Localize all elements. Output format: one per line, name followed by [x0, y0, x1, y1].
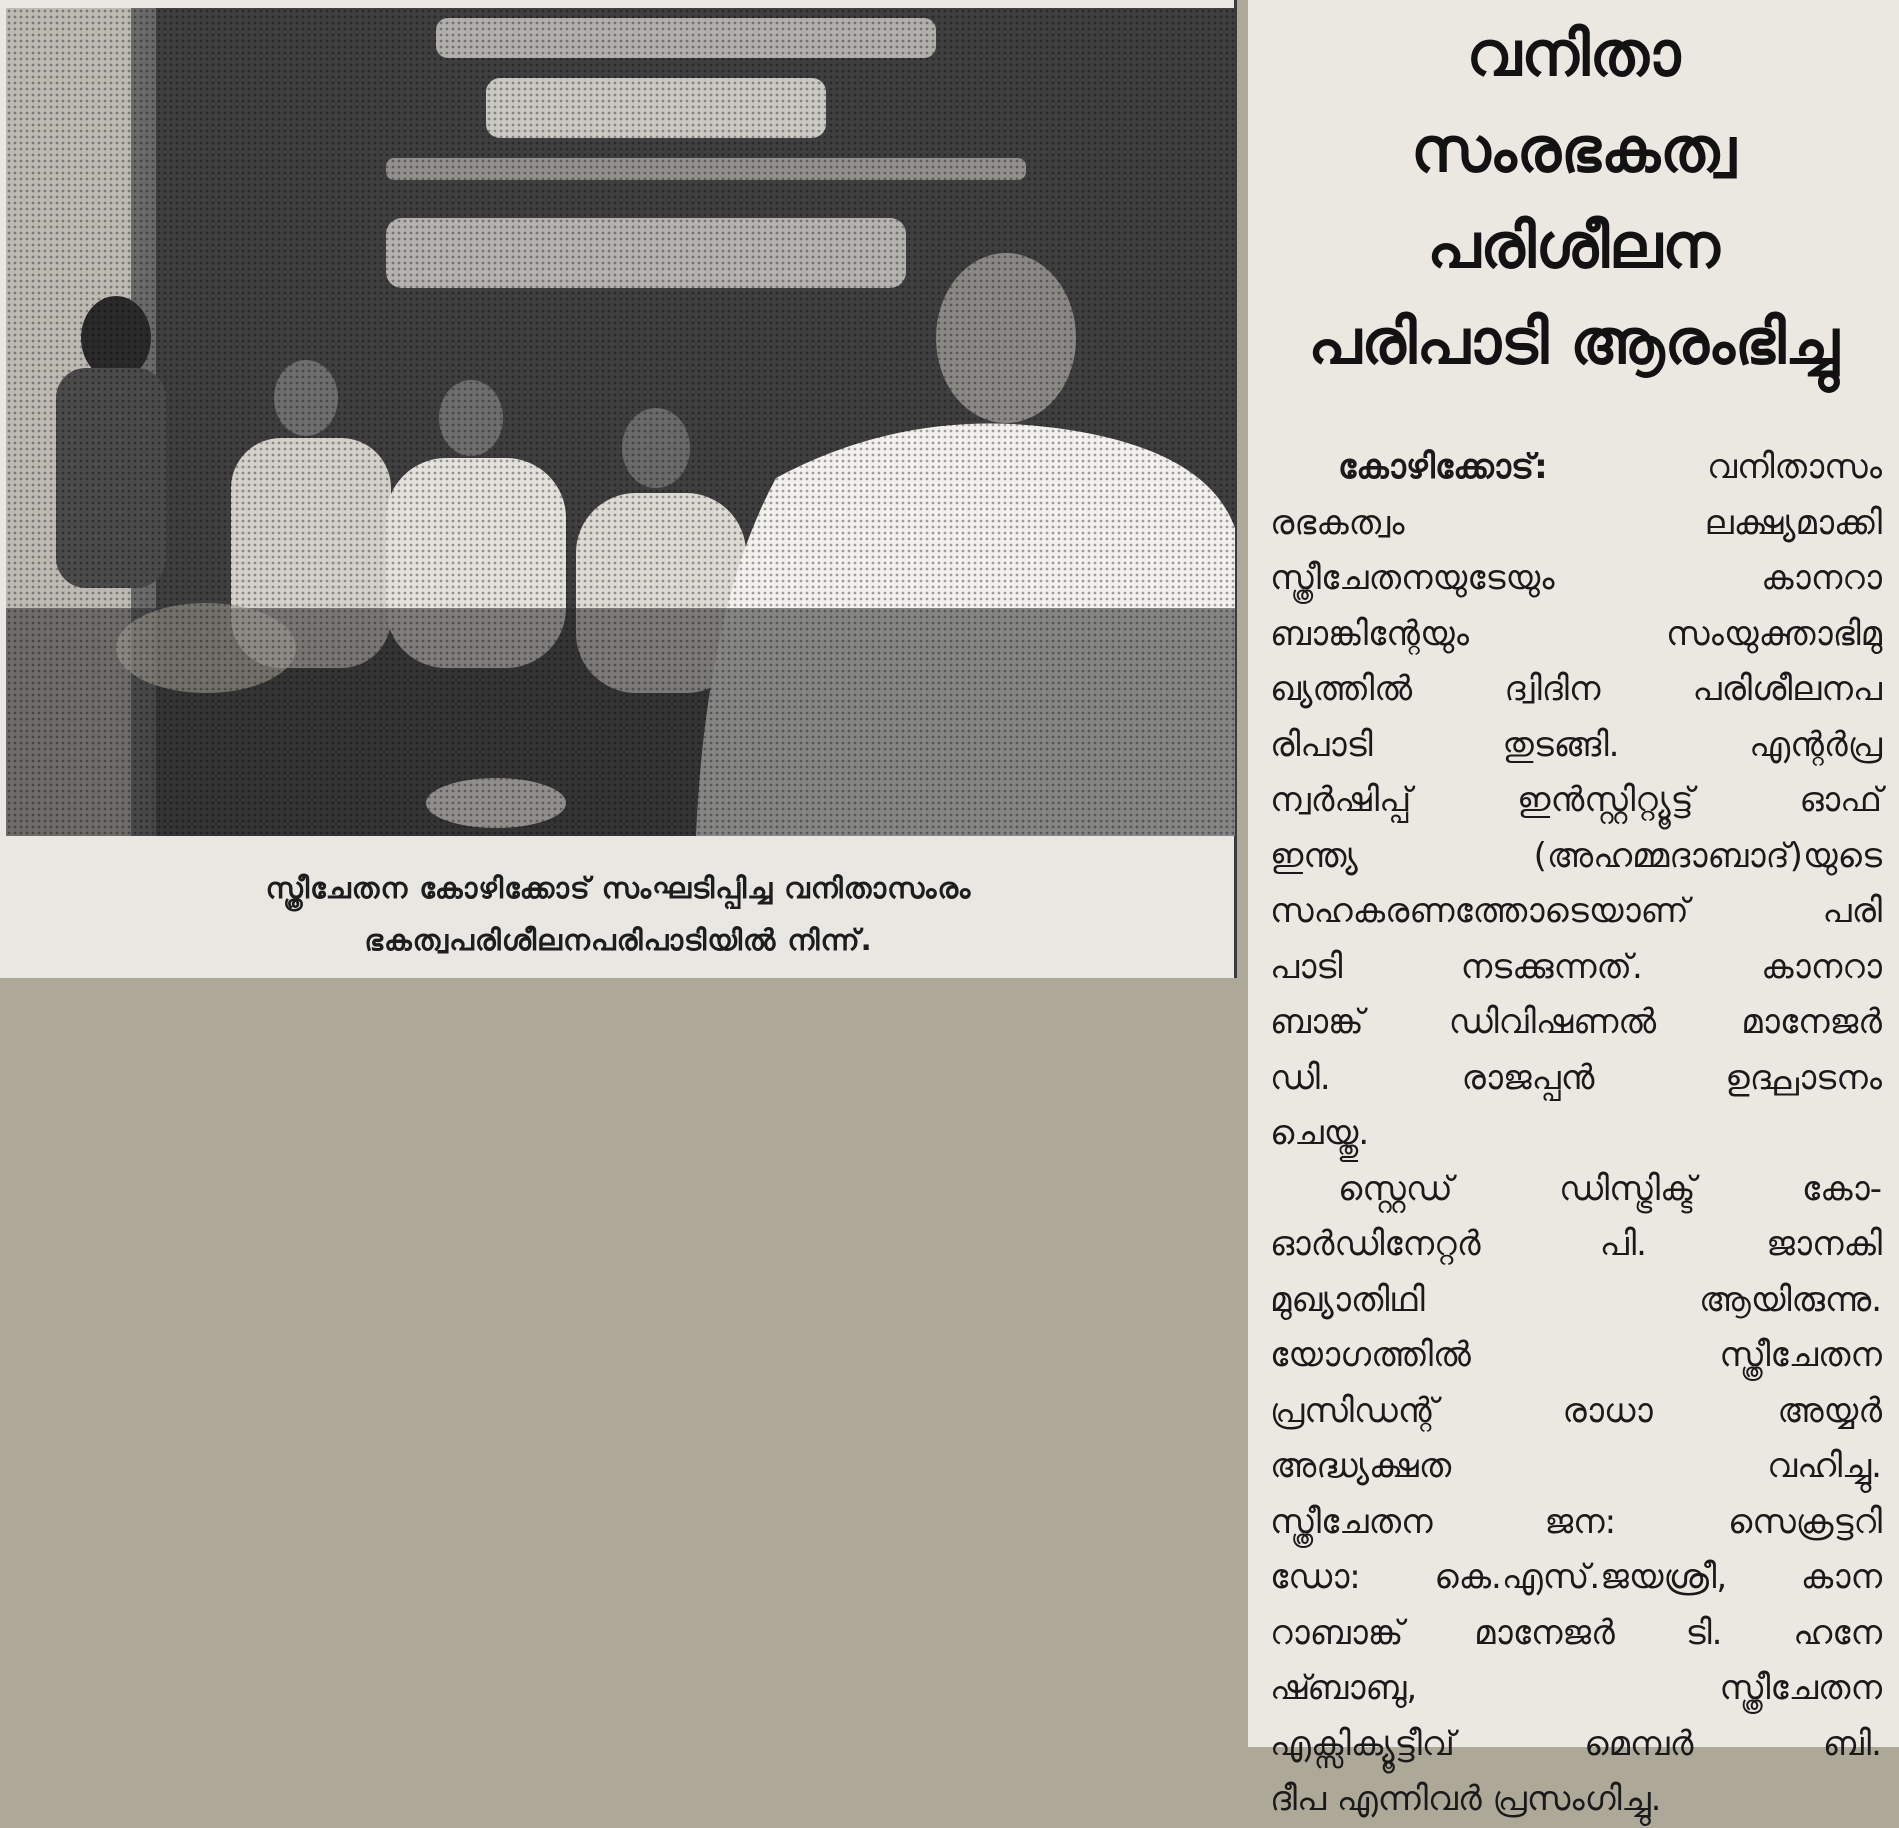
- headline-line: പരിശീലന: [1427, 209, 1720, 282]
- body-line: ഷ്ബാബു, സ്ത്രീചേതന: [1270, 1668, 1882, 1708]
- body-line: പാടി നടക്കുന്നത്. കാനറാ: [1270, 946, 1882, 987]
- caption-line: ഭകത്വപരിശീലനപരിപാടിയിൽ നിന്ന്.: [364, 923, 873, 957]
- body-line: ഓർഡിനേറ്റർ പി. ജാനകി: [1270, 1224, 1882, 1264]
- paragraph-2: [1270, 1162, 1882, 1828]
- body-line: ഡി. രാജപ്പൻ ഉദ്ഘാടനം: [1270, 1057, 1882, 1098]
- article-headline: [1248, 6, 1899, 390]
- body-line: എക്സിക്യൂട്ടീവ് മെമ്പർ ബി.: [1270, 1723, 1882, 1764]
- body-line: യോഗത്തിൽ സ്ത്രീചേതന: [1270, 1335, 1882, 1375]
- body-line: സ്റ്റെഡ് ഡിസ്ട്രിക്ട് കോ-: [1338, 1168, 1882, 1209]
- news-article: [1248, 0, 1899, 1819]
- body-line: ദീപ എന്നിവർ പ്രസംഗിച്ചു.: [1270, 1779, 1662, 1819]
- headline-line: വനിതാ: [1466, 17, 1681, 90]
- body-line: രഭകത്വം ലക്ഷ്യമാക്കി: [1270, 502, 1882, 543]
- body-line: പ്രസിഡന്റ് രാധാ അയ്യർ: [1270, 1390, 1882, 1431]
- body-line: ന്വർഷിപ്പ് ഇൻസ്റ്റിറ്റ്യൂട്ട് ഓഫ്: [1270, 780, 1882, 820]
- body-line: ഡോ: കെ.എസ്.ജയശ്രീ, കാന: [1270, 1557, 1882, 1597]
- body-line: മുഖ്യാതിഥി ആയിരുന്നു.: [1270, 1279, 1882, 1320]
- headline-line: സംരഭകത്വ: [1411, 113, 1736, 186]
- photo-caption: [10, 862, 1227, 966]
- dateline: കോഴിക്കോട്:: [1338, 447, 1548, 487]
- body-line: ബാങ്ക് ഡിവിഷണൽ മാനേജർ: [1270, 1002, 1882, 1042]
- body-line: കോഴിക്കോട്: വനിതാസം: [1338, 447, 1882, 487]
- news-photo: [6, 8, 1235, 836]
- body-line: സ്ത്രീചേതനയുടേയും കാനറാ: [1270, 558, 1882, 598]
- body-line: ഖ്യത്തിൽ ദ്വിദിന പരിശീലനപ: [1270, 669, 1882, 709]
- body-line: ഇന്ത്യ (അഹമ്മദാബാദ്)യുടെ: [1270, 835, 1882, 876]
- body-line: രിപാടി തുടങ്ങി. എന്റർപ്ര: [1270, 724, 1882, 765]
- caption-line: സ്ത്രീചേതന കോഴിക്കോട് സംഘടിപ്പിച്ച വനിതാസംരം: [265, 871, 972, 905]
- photo-illustration: [6, 8, 1235, 836]
- article-body: [1270, 440, 1882, 1828]
- body-line: റാബാങ്ക് മാനേജർ ടി. ഹനേ: [1270, 1612, 1882, 1653]
- body-line: ബാങ്കിന്റേയും സംയുക്താഭിമു: [1270, 613, 1882, 654]
- photo-clipping: [0, 0, 1237, 978]
- body-line: സഹകരണത്തോടെയാണ് പരി: [1270, 891, 1882, 931]
- body-line: സ്ത്രീചേതന ജന: സെക്രട്ടറി: [1270, 1501, 1882, 1542]
- body-line: അദ്ധ്യക്ഷത വഹിച്ചു.: [1270, 1446, 1882, 1486]
- headline-line: പരിപാടി ആരംഭിച്ചു: [1308, 305, 1839, 378]
- body-line: ചെയ്തു.: [1270, 1113, 1370, 1153]
- paragraph-1: [1270, 440, 1882, 1162]
